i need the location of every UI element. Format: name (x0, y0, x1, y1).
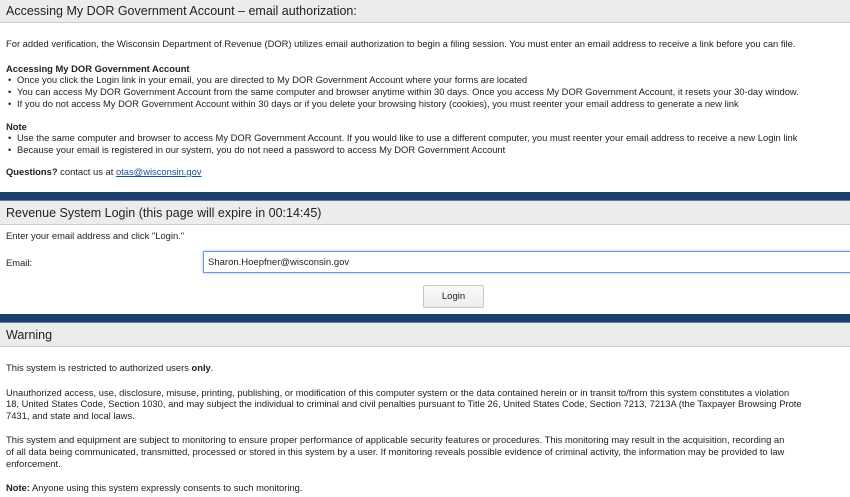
paragraph-line: 7431, and state and local laws. (6, 409, 135, 421)
questions-line (6, 166, 850, 177)
warning-section-title: Warning (6, 328, 53, 342)
login-section-header (0, 201, 850, 225)
restricted-end: . (210, 362, 214, 373)
questions-label: Questions? (6, 166, 58, 178)
restricted-line (6, 362, 850, 374)
accessing-list (6, 74, 850, 111)
auth-section-title: Accessing My DOR Government Account – email authorization: (6, 4, 357, 18)
login-instruction: Enter your email address and click "Login." (6, 230, 185, 241)
list-item: • Use the same computer and browser to access My DOR Government Account. If you would like to use a different computer, you must reenter your email address to receive a new Login link (17, 132, 850, 144)
login-button[interactable]: Login (423, 285, 484, 308)
note-title: Note (6, 120, 27, 132)
email-input[interactable] (203, 251, 850, 273)
auth-intro: For added verification, the Wisconsin Department of Revenue (DOR) utilizes email authorization to begin a filing session. You must enter an email address to receive a link before you can file. (6, 38, 796, 49)
paragraph-line: Unauthorized access, use, disclosure, misuse, printing, publishing, or modification of this computer system or the data contained herein or in transit to/from this system constitutes a violation (6, 386, 790, 398)
accessing-title: Accessing My DOR Government Account (6, 63, 190, 74)
consent-note-label: Note: (6, 482, 30, 494)
questions-text: contact us at (57, 166, 116, 178)
warning-section-body (0, 362, 850, 494)
unauthorized-paragraph (6, 387, 850, 422)
email-label: Email: (6, 257, 33, 268)
paragraph-line: of all data being communicated, transmitted, processed or stored in this system by a user. If monitoring reveals possible evidence of criminal activity, the information may be provided to law (6, 445, 785, 457)
restricted-emphasis: only (191, 362, 211, 373)
monitoring-paragraph (6, 434, 850, 469)
paragraph-line: 18, United States Code, Section 1030, and may subject the individual to criminal and civil penalties pursuant to Title 26, United States Code, Section 7213, 7213A (the Taxpayer Browsing Prote (6, 398, 802, 410)
list-item: • If you do not access My DOR Government Account within 30 days or if you delete your browsing history (cookies), you must reenter your email address to generate a new link (17, 98, 850, 110)
restricted-text: This system is restricted to authorized users (6, 362, 192, 373)
consent-note (6, 482, 850, 494)
section-divider-band (0, 314, 850, 323)
paragraph-line: This system and equipment are subject to monitoring to ensure proper performance of applicable security features or procedures. This monitoring may result in the acquisition, recording an (6, 434, 785, 446)
section-divider-band (0, 192, 850, 201)
note-list (6, 132, 850, 156)
paragraph-line: enforcement. (6, 457, 61, 469)
list-item: • Because your email is registered in our system, you do not need a password to access My DOR Government Account (17, 144, 850, 156)
list-item: • You can access My DOR Government Account from the same computer and browser anytime within 30 days. Once you access My DOR Government Account, it resets your 30-day window. (17, 86, 850, 98)
list-item: • Once you click the Login link in your email, you are directed to My DOR Government Account where your forms are located (17, 74, 850, 86)
auth-section-body (0, 38, 850, 177)
consent-note-text: Anyone using this system expressly consents to such monitoring. (29, 482, 303, 494)
auth-section-header (0, 0, 850, 23)
contact-email-link[interactable]: otas@wisconsin.gov (115, 166, 202, 178)
login-section-title: Revenue System Login (this page will expire in 00:14:45) (6, 206, 322, 220)
warning-section-header (0, 323, 850, 347)
